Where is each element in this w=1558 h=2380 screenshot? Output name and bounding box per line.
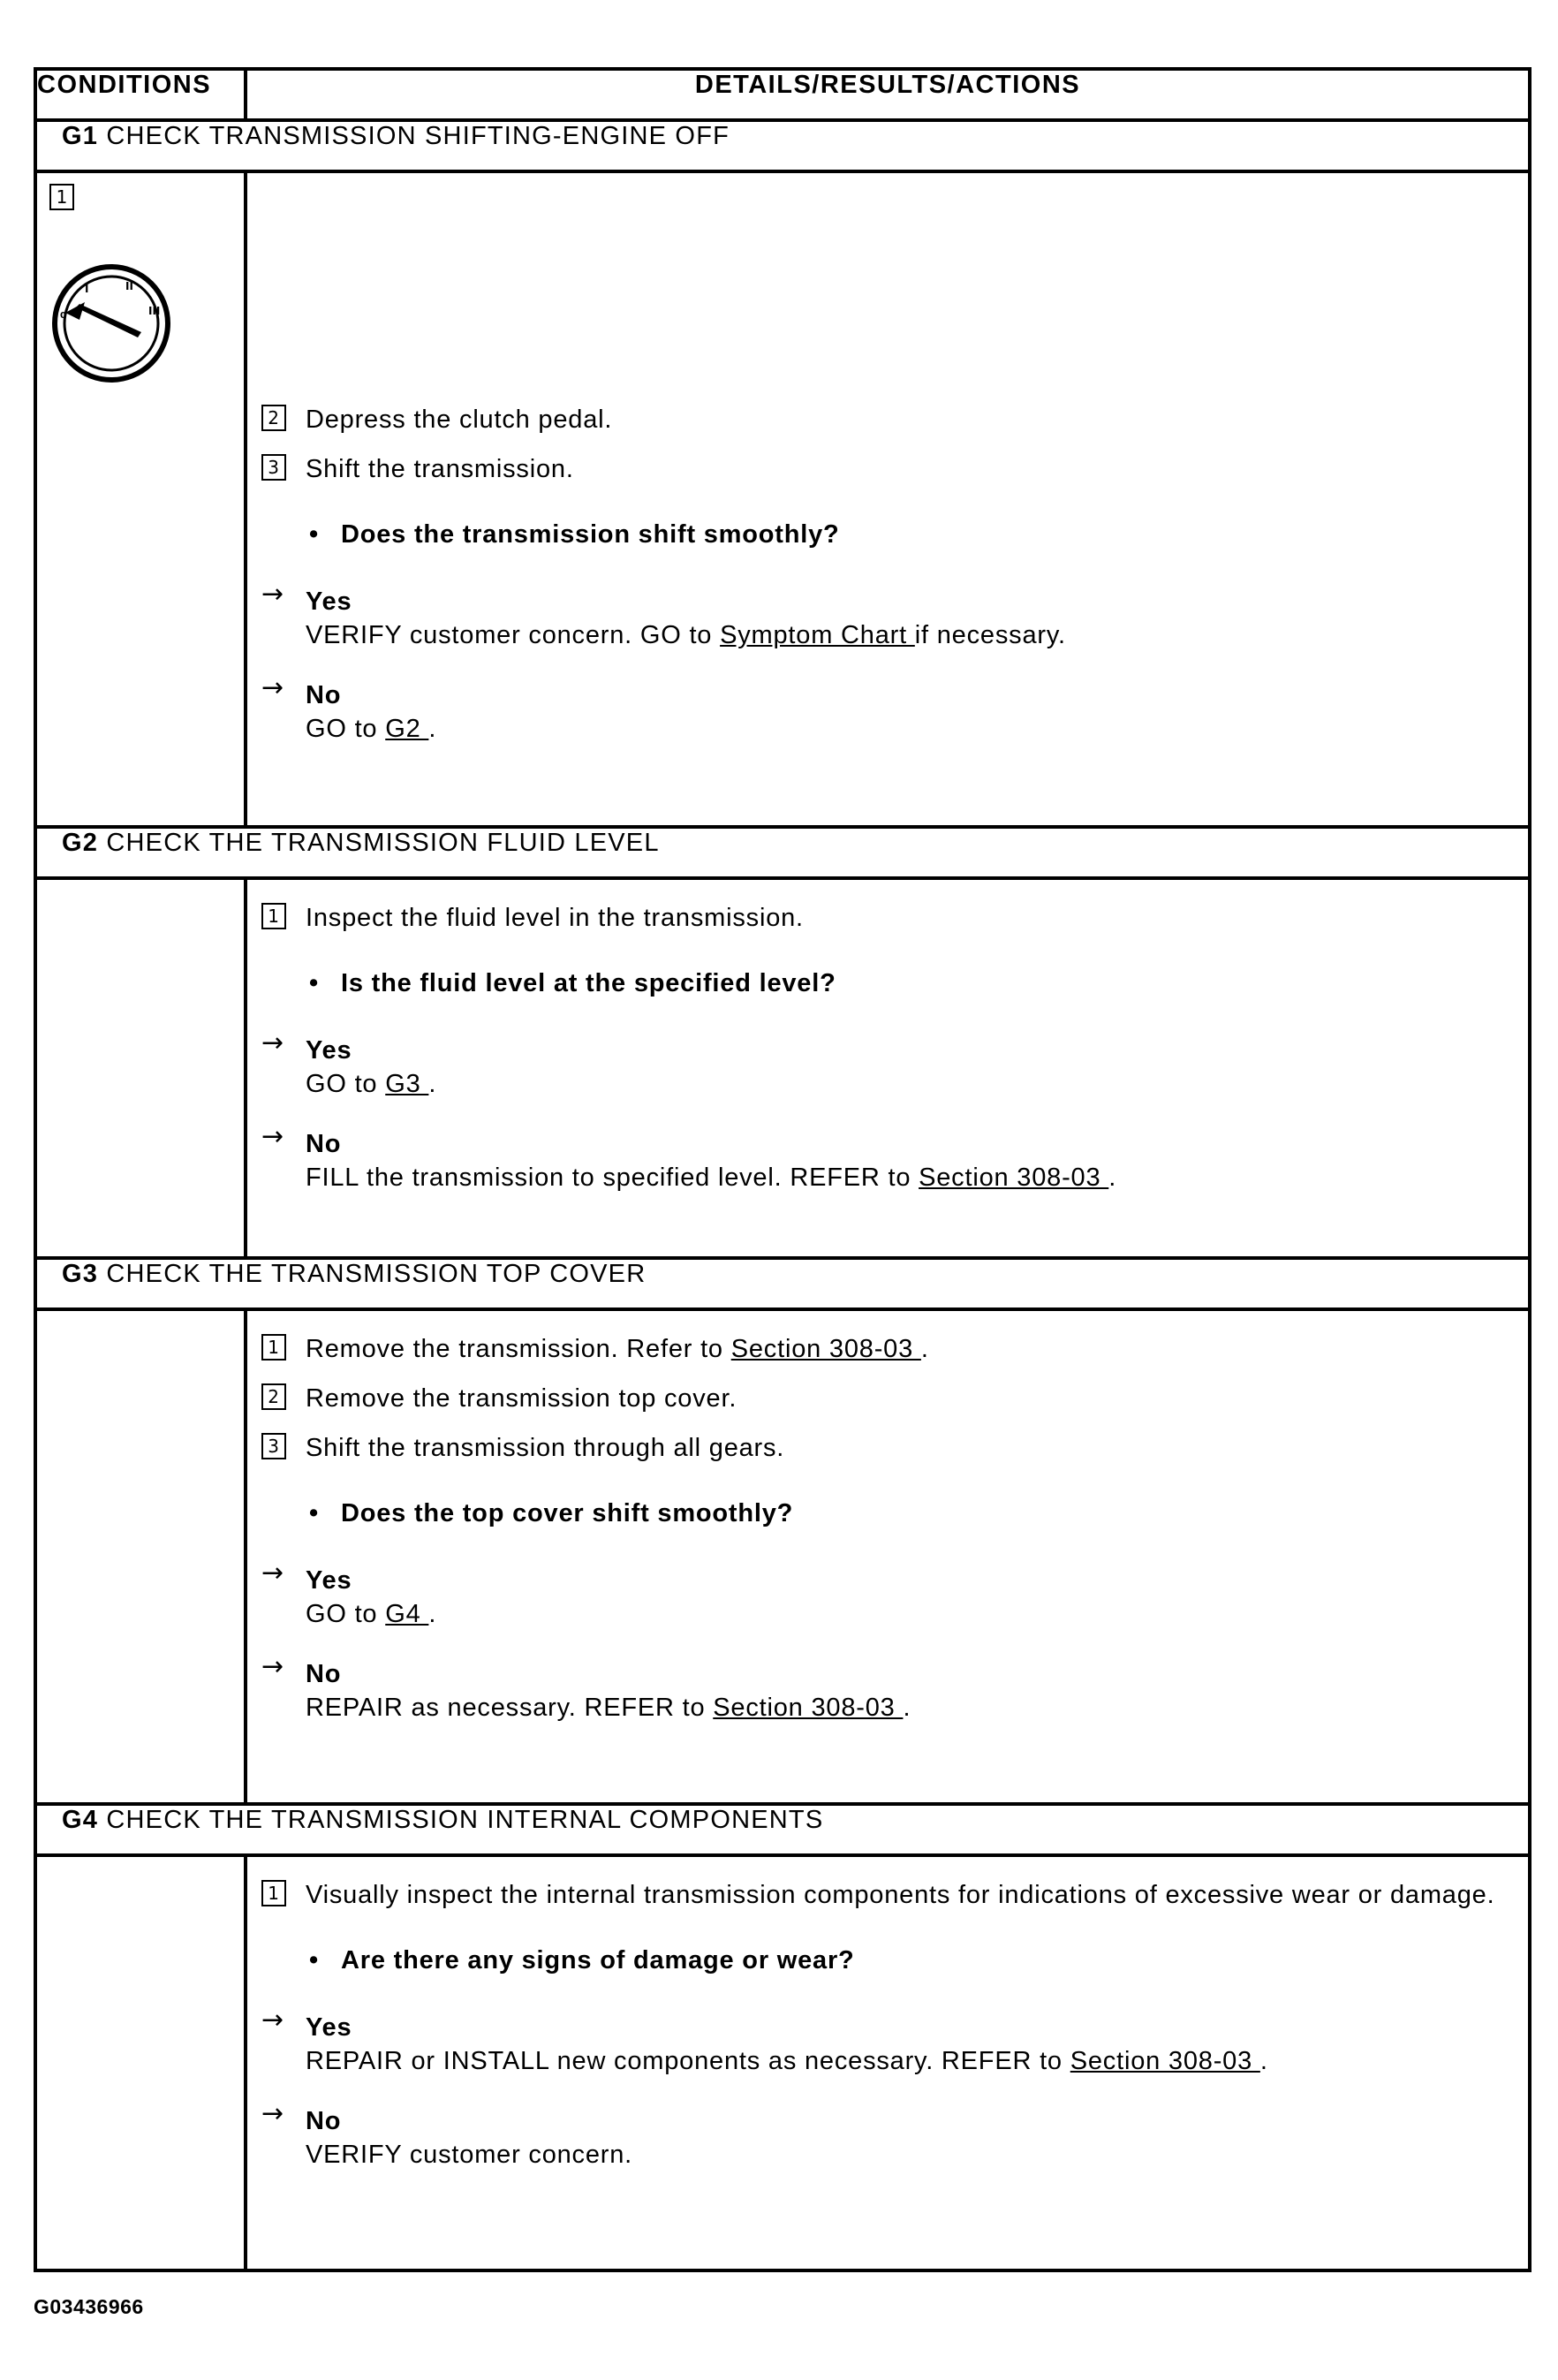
arrow-right-icon: → — [261, 672, 284, 703]
svg-text:I: I — [85, 283, 89, 295]
outcome-text: GO to — [306, 715, 386, 743]
step-number-box: 1 — [261, 1880, 286, 1906]
conditions-cell — [35, 1855, 246, 2270]
section-308-03-link[interactable]: Section 308-03 — [730, 1335, 921, 1363]
details-cell — [246, 171, 1530, 827]
outcome-text-end: . — [1108, 1163, 1117, 1192]
svg-text:III: III — [148, 305, 161, 317]
step-title: CHECK TRANSMISSION SHIFTING-ENGINE OFF — [106, 122, 730, 150]
conditions-cell — [35, 1309, 246, 1804]
outcome-text-end: . — [428, 715, 437, 743]
step-code: G4 — [62, 1806, 99, 1834]
action-line — [261, 1382, 1528, 1415]
outcome-text: FILL the transmission to specified level. REFER to — [306, 1163, 919, 1192]
symptom-chart-link[interactable]: Symptom Chart — [720, 621, 915, 649]
section-308-03-link[interactable]: Section 308-03 — [919, 1163, 1109, 1192]
action-text: Inspect the fluid level in the transmission. — [306, 904, 804, 932]
outcome-text: VERIFY customer concern. — [306, 2141, 633, 2169]
arrow-right-icon: → — [261, 1027, 284, 1058]
outcome-text: REPAIR or INSTALL new components as necessary. REFER to — [306, 2047, 1070, 2075]
step-title-row-g3 — [35, 1258, 1530, 1309]
outcome-yes — [261, 1027, 1528, 1101]
step-title-row-g2 — [35, 827, 1530, 878]
step-number-box: 3 — [261, 454, 286, 481]
table-header-row — [35, 69, 1530, 120]
action-text: Visually inspect the internal transmission components for indications of excessive wear or damage. — [306, 1881, 1495, 1909]
outcome-no — [261, 672, 1528, 746]
outcome-text-end: . — [903, 1694, 911, 1722]
action-line — [261, 1878, 1528, 1912]
step-title-row-g4 — [35, 1804, 1530, 1855]
arrow-right-icon: → — [261, 1121, 284, 1152]
action-text: Depress the clutch pedal. — [306, 406, 613, 434]
step-number-box: 1 — [261, 1334, 286, 1361]
arrow-right-icon: → — [261, 2098, 284, 2129]
conditions-cell — [35, 171, 246, 827]
step-body-row-g1 — [35, 171, 1530, 827]
outcome-no — [261, 1651, 1528, 1724]
outcome-yes — [261, 579, 1528, 652]
question-text: Does the top cover shift smoothly? — [341, 1499, 794, 1527]
step-body-row-g4 — [35, 1855, 1530, 2270]
step-title: CHECK THE TRANSMISSION INTERNAL COMPONENTS — [106, 1806, 824, 1834]
arrow-right-icon: → — [261, 1558, 284, 1588]
step-number-box: 1 — [49, 184, 74, 210]
outcome-label: Yes — [306, 1566, 352, 1595]
section-308-03-link[interactable]: Section 308-03 — [1070, 2047, 1260, 2075]
action-line — [261, 1332, 1528, 1366]
action-text: Remove the transmission. Refer to — [306, 1335, 731, 1363]
details-cell — [246, 1855, 1530, 2270]
outcome-text: GO to — [306, 1070, 386, 1098]
step-number-box: 2 — [261, 1383, 286, 1410]
details-header: DETAILS/RESULTS/ACTIONS — [246, 69, 1530, 120]
step-body-row-g3 — [35, 1309, 1530, 1804]
action-line — [261, 1431, 1528, 1465]
step-title: CHECK THE TRANSMISSION FLUID LEVEL — [106, 829, 660, 857]
outcome-label: Yes — [306, 587, 352, 616]
ignition-switch-off-icon — [49, 261, 173, 385]
question: • Does the top cover shift smoothly? — [309, 1497, 1528, 1530]
svg-text:0: 0 — [60, 311, 66, 321]
outcome-text-end: . — [428, 1070, 437, 1098]
diagnostic-table — [34, 67, 1532, 2272]
action-line — [261, 901, 1528, 935]
question: • Is the fluid level at the specified level? — [309, 966, 1528, 1000]
outcome-no — [261, 1121, 1528, 1194]
action-text-end: . — [920, 1335, 929, 1363]
g3-link[interactable]: G3 — [385, 1070, 429, 1098]
outcome-text-end: if necessary. — [914, 621, 1066, 649]
action-line — [261, 403, 1528, 436]
figure-id: G03436966 — [34, 2295, 144, 2318]
svg-text:II: II — [125, 280, 133, 292]
outcome-text: REPAIR as necessary. REFER to — [306, 1694, 714, 1722]
outcome-yes — [261, 2005, 1528, 2078]
outcome-label: No — [306, 1660, 342, 1688]
outcome-no — [261, 2098, 1528, 2172]
action-line — [261, 452, 1528, 486]
question-text: Are there any signs of damage or wear? — [341, 1946, 855, 1974]
action-text: Shift the transmission. — [306, 455, 574, 483]
outcome-text: GO to — [306, 1600, 386, 1628]
question: • Are there any signs of damage or wear? — [309, 1944, 1528, 1977]
outcome-label: No — [306, 2107, 342, 2135]
step-title: CHECK THE TRANSMISSION TOP COVER — [106, 1260, 647, 1288]
action-text: Shift the transmission through all gears. — [306, 1434, 785, 1462]
section-308-03-link[interactable]: Section 308-03 — [713, 1694, 904, 1722]
step-code: G3 — [62, 1260, 99, 1288]
step-code: G2 — [62, 829, 99, 857]
details-cell — [246, 878, 1530, 1258]
outcome-text: VERIFY customer concern. GO to — [306, 621, 721, 649]
question: • Does the transmission shift smoothly? — [309, 518, 1528, 551]
outcome-label: Yes — [306, 2013, 352, 2042]
action-text: Remove the transmission top cover. — [306, 1384, 737, 1413]
conditions-cell — [35, 878, 246, 1258]
step-number-box: 2 — [261, 405, 286, 431]
arrow-right-icon: → — [261, 2005, 284, 2035]
step-body-row-g2 — [35, 878, 1530, 1258]
step-title-row-g1 — [35, 120, 1530, 171]
step-code: G1 — [62, 122, 99, 150]
step-number-box: 1 — [261, 903, 286, 929]
question-text: Is the fluid level at the specified level? — [341, 969, 836, 997]
arrow-right-icon: → — [261, 579, 284, 610]
details-cell — [246, 1309, 1530, 1804]
question-text: Does the transmission shift smoothly? — [341, 520, 840, 549]
outcome-yes — [261, 1558, 1528, 1631]
outcome-label: No — [306, 681, 342, 709]
outcome-label: Yes — [306, 1036, 352, 1065]
outcome-text-end: . — [1259, 2047, 1268, 2075]
outcome-text-end: . — [428, 1600, 437, 1628]
conditions-header: CONDITIONS — [35, 69, 246, 120]
g4-link[interactable]: G4 — [385, 1600, 429, 1628]
arrow-right-icon: → — [261, 1651, 284, 1682]
step-number-box: 3 — [261, 1433, 286, 1459]
g2-link[interactable]: G2 — [385, 715, 429, 743]
outcome-label: No — [306, 1130, 342, 1158]
